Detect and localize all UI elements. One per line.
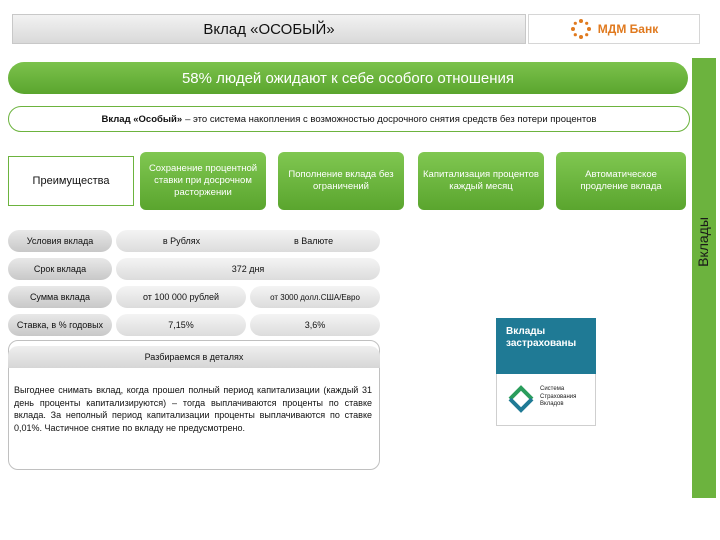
rate-fx: 3,6% [304, 320, 326, 330]
insured-badge-title: Вклады застрахованы [496, 318, 596, 374]
amount-label-text: Сумма вклада [29, 292, 91, 302]
details-text: Выгоднее снимать вклад, когда прошел полный период капитализации (каждый 31 день проценты капитализируются) – тогда выплачиваются проценты по ставке вклада. За неполный период капитализации проценты выплачиваются по ставке 0,01%. Частичное снятие по вкладу не предусмотрено. [14, 385, 372, 433]
currency-rub: в Рублях [162, 236, 201, 246]
advantage-item [140, 152, 266, 210]
logo-icon [570, 18, 592, 40]
side-bar [692, 58, 716, 498]
description-box [8, 106, 690, 132]
logo-text: МДМ Банк [597, 22, 659, 36]
rate-fx-cell [250, 314, 380, 336]
term-label-text: Срок вклада [33, 264, 87, 274]
advantages-label [8, 156, 134, 206]
amount-fx-cell [250, 286, 380, 308]
rate-rub: 7,15% [168, 320, 194, 330]
bank-logo [528, 14, 700, 44]
amount-rub-cell [116, 286, 246, 308]
description-text: – это система накопления с возможностью досрочного снятия средств без потери процентов [185, 113, 597, 125]
amount-rub: от 100 000 рублей [142, 292, 219, 302]
conditions-header-label [8, 230, 112, 252]
advantage-item [556, 152, 686, 210]
headline-banner [8, 62, 688, 94]
advantage-item-text: Капитализация процентов каждый месяц [423, 169, 539, 192]
details-heading-text: Разбираемся в деталях [144, 352, 244, 362]
amount-fx: от 3000 долл.США/Евро [270, 292, 360, 302]
advantage-item [418, 152, 544, 210]
advantage-item-text: Автоматическое продление вклада [580, 169, 662, 192]
headline-text: 58% людей ожидают к себе особого отношения [181, 69, 515, 87]
advantage-item [278, 152, 404, 210]
advantage-item-text: Сохранение процентной ставки при досрочном расторжении [148, 163, 258, 198]
rate-label-text: Ставка, в % годовых [16, 320, 104, 330]
details-heading [8, 346, 380, 368]
page-number: 12 [698, 514, 710, 525]
slide-title-text: Вклад «ОСОБЫЙ» [203, 20, 335, 38]
term-label [8, 258, 112, 280]
side-label: Вклады [695, 217, 711, 267]
rate-rub-cell [116, 314, 246, 336]
rate-label [8, 314, 112, 336]
advantages-label-text: Преимущества [32, 175, 110, 187]
currency-fx: в Валюте [293, 236, 334, 246]
advantage-item-text: Пополнение вклада без ограничений [288, 169, 394, 192]
term-value: 372 дня [231, 264, 265, 274]
description-bold: Вклад «Особый» [101, 113, 183, 125]
currency-header-row [116, 230, 380, 252]
insured-badge-sub: Система Страхования Вкладов [540, 386, 577, 407]
conditions-header-text: Условия вклада [26, 236, 94, 246]
term-row [116, 258, 380, 280]
slide-title [12, 14, 526, 44]
deposit-insurance-icon [506, 384, 536, 414]
amount-label [8, 286, 112, 308]
